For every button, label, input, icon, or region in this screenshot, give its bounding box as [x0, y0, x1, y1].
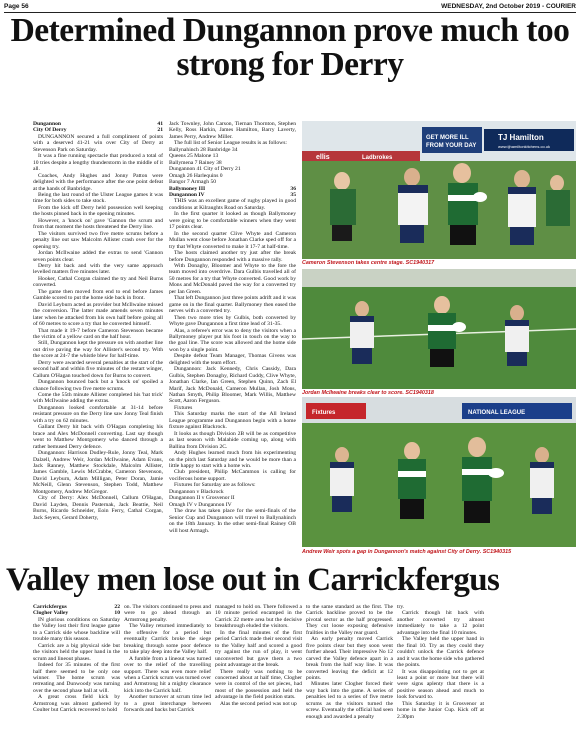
- paragraph: The hosts claimed another try just after the break before Dungannon responded with a massive rally.: [169, 250, 296, 263]
- sign-text-4: www.tjhamiltonkitchens.co.uk: [498, 144, 551, 149]
- paragraph: A fumble from a lineout was turned over to the relief of the travelling support. There was even more relief when a Carrick scrum was turned over and Armstrong hit a mighty clearance kick into the Carrick half.: [124, 655, 211, 694]
- result-line: Bangor 7 Armagh 50: [169, 179, 217, 186]
- paragraph: There really was nothing to be concerned about at half time, Clogher were in control of the set pieces, had most of the possession and held the advantage in the field position stats.: [215, 668, 302, 701]
- paragraph: Gallant Derry hit back with O'Hagan completing his brace and Alex McDonnell converting. Last say though went to Matthew Montgomery who danced through a rather bemused Derry defence.: [33, 424, 163, 450]
- paragraph: The Valley returned immediately to the offensive for a period but eventually Carrick broke the siege breaking through some poor defence to take play deep into the Valley half.: [124, 623, 211, 656]
- issue-date: WEDNESDAY, 2nd October 2019 - COURIER: [441, 3, 576, 10]
- paragraph: An early penalty moved Carrick five points clear but they soon went further ahead. Their impressive No 12 carved the Valley defence apart in a break from the half way line. It was converted leaving the deficit at 12 points.: [306, 636, 393, 681]
- result-line: Dungannon v Blackrock: [169, 488, 224, 495]
- paragraph: on. The visitors continued to press and were to go ahead through an Armstrong penalty.: [124, 604, 211, 623]
- paragraph: That left Dungannon just three points adrift and it was game on in the final quarter. Ballymoney then eased the nerves with a converted try.: [169, 295, 296, 315]
- paragraph: In the first quarter it looked as though Ballymoney were going to be comfortable winners when they went 17 points clear.: [169, 211, 296, 231]
- photo-2-graphic: [302, 269, 576, 389]
- paragraph: The Valley held the upper hand in the final 10. Try as they could they couldn't unlock the Carrick defence and it was the home side who gathered the points.: [397, 636, 484, 669]
- paragraph: Jordan McIlwaine added the extras to send 'Gannon seven points clear.: [33, 250, 163, 263]
- photo-jordan-mcilwaine: [302, 269, 576, 389]
- sign-text-6: Ladbrokes: [362, 155, 393, 161]
- story2-column-5: [397, 604, 484, 735]
- paragraph: Dungannon: Harrison Dudley-Rule, Jonny Teal, Mark Dalzell, Andrew Weir, Jordan McIlwaine, Adam Evans, Jack Ranney, Matthew Stockdale, Malcolm Allister, James Gamble, Lewis McCrabbe, Cameron Stevenson, David Leyburn, Adam Milligan, Peter Doran, Jamie McNeill, Glenn Stevenson, Stephen Todd, Matthew Montgomery, Andrew McGregor.: [33, 450, 163, 495]
- team-name: Clogher Valley: [33, 610, 69, 617]
- paragraph: Andy Hughes learned much from his experimenting on the pitch last Saturday and he would be more than a little happy to start with a home win.: [169, 450, 296, 470]
- result-line: Omagh 26 Harlequins 0: [169, 172, 223, 179]
- paragraph: Minutes later Clogher forced their way back into the game. A series of penalties led to a series of five metre scrums as the visitors turned the screw. Eventually the official had seen enough and awarded a penalty: [306, 681, 393, 720]
- result-line: Ballymena 7 Rainey 38: [169, 159, 222, 166]
- paragraph: Jack Townley, John Carson, Tiernan Thornton, Stephen Kelly, Ross Harkin, James Hamilton, Barry Laverty, James Perry, Andrew Miller.: [169, 121, 296, 140]
- result-line: Ballynahinch 28 Banbridge 34: [169, 146, 238, 153]
- sign-text-8: Fixtures: [312, 410, 336, 416]
- paragraph: Carrick though hit back with another converted try almost immediately to take a 12 point advantage into the final 10 minutes.: [397, 610, 484, 636]
- paragraph: David Leyburn acted as provider but McIlwaine missed the conversion. The latter made amends seven minutes later when he attacked from his own half before going all of 60 metres to score a try that he converted himself.: [33, 301, 163, 328]
- paragraph: Alas the second period was not up: [220, 700, 297, 707]
- paragraph: Despite defeat Team Manager, Thomas Givens was delighted with the team effort.: [169, 353, 296, 366]
- paragraph: It was disappointing not to get at least a point or more but there will were signs aplenty that there is a positive season ahead and much to look forward to.: [397, 668, 484, 701]
- paragraph: A great cross field kick by Armstrong was almost gathered by Coulter but Carrick recovered to hold: [33, 694, 120, 714]
- story2-column-2: [124, 604, 211, 735]
- photo-1-graphic: [302, 121, 576, 259]
- paragraph: This Saturday it is Grosvenor at home in the Junior Cup. Kick off at 2.30pm: [397, 700, 484, 720]
- sign-text-5: ellis: [316, 154, 330, 161]
- story1-column-2: [169, 121, 296, 558]
- paragraph: In the second quarter Clive Whyte and Cameron Mullan went close before Jonathan Clarke sped off for a try that Whyte converted to make it 17-7 at half-time.: [169, 230, 296, 250]
- paragraph: THIS was an excellent game of rugby played in good conditions at Kilraughts Road on Saturday.: [169, 198, 296, 211]
- paragraph: Another turnover at scrum time led to a great interchange between forwards and backs but Carrick: [124, 694, 211, 714]
- paragraph: DUNGANNON secured a full compliment of points with a deserved 41-21 win over City of Derry at Stevenson Park on Saturday.: [33, 133, 163, 153]
- paragraph: Alas, a referee's error was to deny the visitors when a Ballymoney player put his foot in touch on the way to the goal line. The score was allowed and the home side won by a single point.: [169, 327, 296, 353]
- photo-andrew-weir: [302, 397, 576, 547]
- team-score: 10: [114, 610, 120, 617]
- result-line: Queens 25 Malone 13: [169, 153, 219, 160]
- paragraph: Indeed for 35 minutes of the first half there seemed to be only one winner. The home scrum was retreating and Dunwoody was turning over the second phase ball at will.: [33, 662, 120, 694]
- team-score: 36: [290, 185, 296, 192]
- story1-column-1: [33, 121, 163, 558]
- sign-text-3: TJ Hamilton: [498, 133, 544, 142]
- paragraph: City of Derry: Alex McDonnell, Callum O'Hagan, David Layden, Dennis Pasternak, Jack Beattie, Neil Burns, Ricardo Schneider, Eoin Ferry, Cathal Corgan, Jack Seyers, Gerard Doherty,: [33, 495, 163, 521]
- paragraph: The full list of Senior League results is as follows:: [174, 140, 287, 147]
- team-name: Dungannon IV: [169, 191, 205, 198]
- photo-2-caption: Jordan McIlwaine breaks clear to score. SC1940318: [302, 390, 434, 396]
- story2-column-3: [215, 604, 302, 735]
- team-score: 35: [290, 191, 296, 198]
- paragraph: Fixtures for Saturday are as follows:: [174, 482, 256, 489]
- paragraph: Derry were awarded several penalties at the start of the second half and within five minutes of the restart winger, Callum O'Hagan touched down for Burns to convert.: [33, 359, 163, 379]
- paragraph: Then two more tries by Gulbis, both converted by Whyte gave Dungannon a first time lead of 31-35.: [169, 314, 296, 328]
- paragraph: Club president, Philip McCammon is calling for vociferous home support.: [169, 469, 296, 482]
- paragraph: With Donaghy, Bloomer and Whyte to the fore the team moved into overdrive. Dara Gulbis travelled all of 50 metres for a try that Whyte converted. Good work by Mons and McDonald paved the way for a converted try per Ian Green.: [169, 262, 296, 295]
- photo-cameron-stevenson: [302, 121, 576, 259]
- photo-3-graphic: [302, 397, 576, 547]
- paragraph: Hooker, Cathal Corgan claimed the try and Neil Burns converted.: [33, 275, 163, 289]
- sign-text-1: GET MORE ILL: [426, 135, 469, 141]
- paragraph: Dungannon: Jack Kennedy, Chris Cassidy, Dara Gulbis, Stephen Donaghy, Richard Cuddy, Clive Whyte, Jonathan Clarke, Ian Green, Stephen Quinn, Zach El Marif, Jack McDonald, Cameron Mullan, Josh Mons, Nathan Smyth, Philip Bloomer, Mark Willis, Matthew Scott, Aaron Ferguson.: [169, 366, 296, 405]
- team-name: City Of Derry: [33, 127, 67, 134]
- sign-text-2: FROM YOUR DAY: [426, 143, 477, 149]
- paragraph: It was a fine running spectacle that produced a total of 10 tries despite a lengthy thunderstorm in the middle of it all.: [33, 153, 163, 173]
- story2-headline: Valley men lose out in Carrickfergus: [6, 562, 500, 598]
- team-name: Ballymoney III: [169, 185, 206, 192]
- paragraph: Still, Dungannon kept the pressure on with another line out drive paving the way for Allister's second try. With the score at 24-7 the whistle blew for half-time.: [33, 340, 163, 360]
- paragraph: Derry hit back and with the very same approach levelled matters five minutes later.: [33, 262, 163, 276]
- paragraph: Dungannon looked comfortable at 31-14 before resistant pressure on the Derry line saw Jonny Teal finish with a try on 62 minutes.: [33, 404, 163, 424]
- paragraph: That made it 19-7 before Cameron Stevenson became the victim of a yellow card on the half hour.: [33, 327, 163, 340]
- result-line: Dungannon 41 City of Derry 21: [169, 166, 241, 173]
- paragraph: The draw has taken place for the semi-finals of the Senior Cup and Dungannon will travel to Ballynahinch on the 18th January. In the other semi-final Rainey OB will host Armagh.: [169, 508, 296, 534]
- paragraph: IN glorious conditions on Saturday the Valley lost their first league game to a Carrick side whose backline will trouble many this season.: [33, 616, 120, 643]
- story2-column-4: [306, 604, 393, 735]
- story2-column-1: [33, 604, 120, 735]
- paragraph: Fixtures: [174, 404, 193, 411]
- paragraph: From the kick off Derry held possession well keeping the hosts pinned back in the opening minutes.: [33, 204, 163, 218]
- team-score: 41: [157, 121, 163, 127]
- paragraph: The visitors survived two five metre scrums before a penalty line out saw Malcolm Allister crash over for the opening try.: [33, 230, 163, 250]
- paragraph: In the final minutes of the first period Carrick made their second visit to the Valley half and scored a good try against the run of play, it went unconverted but gave them a two point advantage at the break.: [215, 629, 302, 669]
- team-name: Dungannon: [33, 121, 61, 127]
- page-number: Page 56: [4, 3, 29, 10]
- result-line: Omagh IV v Dungannon IV: [169, 501, 232, 508]
- paragraph: try.: [397, 604, 405, 610]
- paragraph: Coaches, Andy Hughes and Jonny Patton were delighted with the performance after the one point defeat at the hands of Banbridge.: [33, 172, 163, 192]
- paragraph: Dungannon bounced back but a 'knock on' spoiled a chance following two five metre scrums.: [33, 379, 163, 392]
- paragraph: Carrick are a big physical side but the visitors held the upper hand in the scrum and lineout phases.: [33, 642, 120, 662]
- photo-3-caption: Andrew Weir spots a gap in Dungannon's match against City of Derry. SC1940315: [302, 549, 512, 555]
- paragraph: Come the 55th minute Allister completed his 'hat trick' with McIlwaine adding the extras.: [33, 392, 163, 405]
- sign-text-7: NATIONAL LEAGUE: [468, 410, 526, 416]
- paragraph: Being the last round of the Ulster League games it was time for both sides to take stock.: [33, 191, 163, 205]
- story1-headline: Determined Dungannon prove much too strong for Derry: [10, 12, 570, 84]
- result-line: Dungannon II v Grosvenor II: [169, 495, 235, 502]
- photo-1-caption: Cameron Stevenson takes centre stage. SC1940317: [302, 260, 435, 266]
- team-score: 21: [157, 127, 163, 134]
- paragraph: This Saturday marks the start of the All Ireland League programme and Dungannon begin with a home fixture against Blackrock.: [169, 411, 296, 431]
- paragraph: The game then moved from end to end before James Gamble scored to put the home side back in front.: [33, 288, 163, 302]
- paragraph: It looks as though Division 2B will be as competitive as last season with Malahide coming up, along with Ballina from Division 2C.: [169, 430, 296, 450]
- team-score: 22: [114, 604, 120, 610]
- paragraph: to the same standard as the first. The Carrick backline proved to be the pivotal sector as the half progressed. They cut loose exposing defensive frailties in the Valley rear guard.: [306, 604, 393, 636]
- paragraph: managed to hold on. There followed a 10 minute period encamped in the Carrick 22 metre area but the decisive breakthrough eluded the visitors.: [215, 604, 302, 630]
- paragraph: However, a 'knock on' gave 'Gannon the scrum and from that moment the hosts threatened the Derry line.: [33, 217, 163, 231]
- team-name: Carrickfergus: [33, 604, 67, 610]
